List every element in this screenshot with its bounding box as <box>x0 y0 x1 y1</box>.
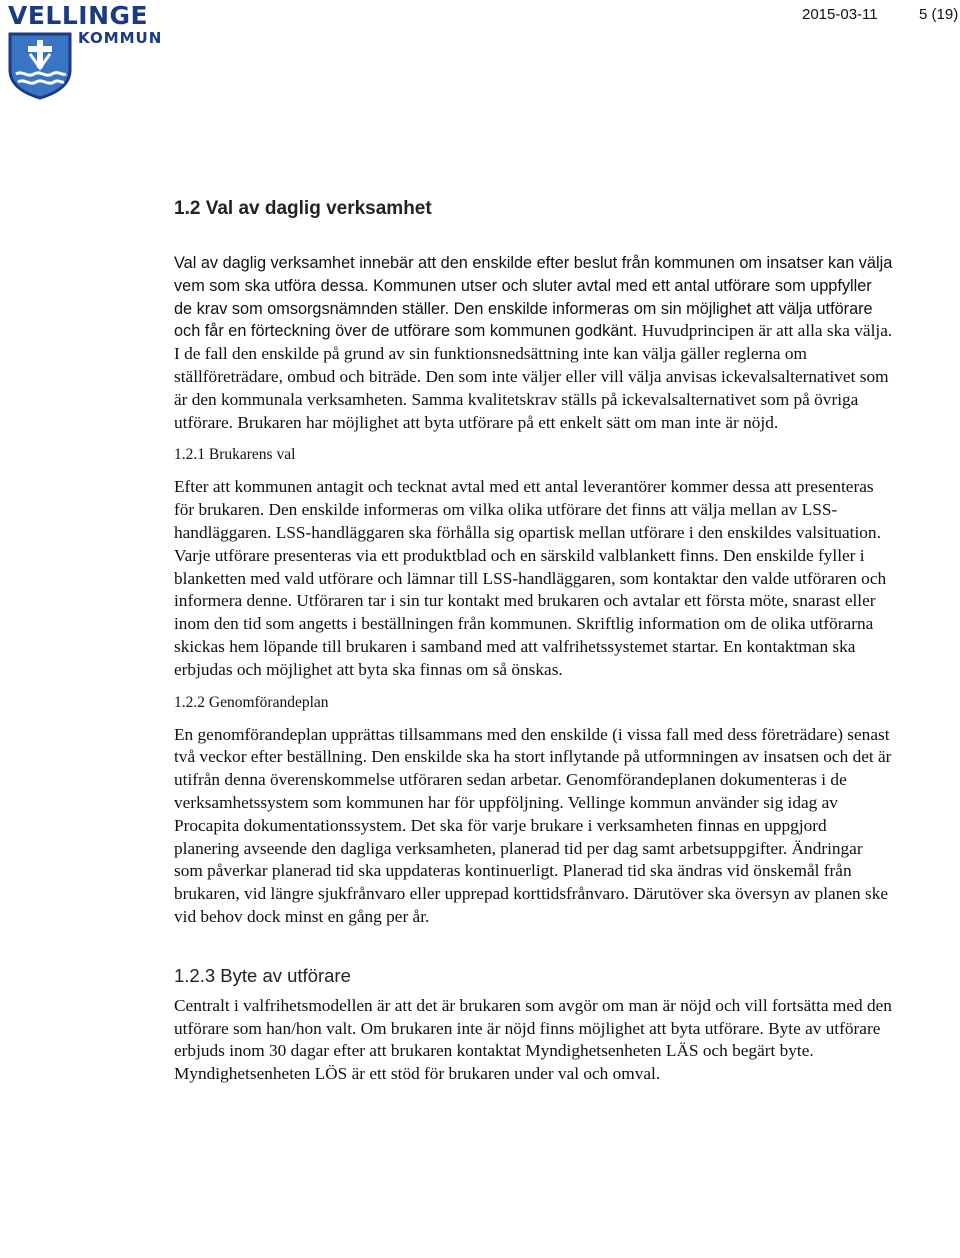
coat-of-arms-icon <box>8 32 72 100</box>
header-date: 2015-03-11 <box>802 6 878 23</box>
paragraph-byte-av-utforare: Centralt i valfrihetsmodellen är att det är brukaren som avgör om man är nöjd och vill fortsätta med den utförare som han/hon valt. Om brukaren inte är nöjd finns möjlighet att byta utförare. Byte av utförare erbjuds inom 30 dagar efter att brukaren kontaktat Myndighetsenheten LÄS och begärt byte. Myndighetsenheten LÖS är ett stöd för brukaren under val och omval. <box>174 995 892 1084</box>
logo-subtitle: KOMMUN <box>78 29 163 47</box>
subsection-title-byte-av-utforare: 1.2.3 Byte av utförare <box>174 964 351 986</box>
paragraph-genomforandeplan: En genomförandeplan upprättas tillsammans med den enskilde (i vissa fall med dess företrädare) senast två veckor efter beställning. Den enskilde ska ha stort inflytande på utformningen av insatsen och det är utifrån denna överenskommelse utföraren sedan arbetar. Genomförandeplanen dokumenteras i de verksamhetssystem som kommunen har för uppföljning. Vellinge kommun använder sig idag av Procapita dokumentationssystem. Det ska för varje brukare i verksamheten finnas en uppgjord planering avseende den dagliga verksamheten, planerad tid per dag samt arbetsuppgifter. Ändringar som påverkar planerad tid ska uppdateras kontinuerligt. Planerad tid ska ändras vid önskemål från brukaren, vid längre sjukfrånvaro eller upprepad korttidsfrånvaro. Därutöver ska översyn av planen ske vid behov dock minst en gång per år. <box>174 724 892 926</box>
paragraph-brukarens-val: Efter att kommunen antagit och tecknat avtal med ett antal leverantörer kommer dessa att presenteras för brukaren. Den enskilde informeras om vilka olika utförare det finns att välja mellan av LSS-handläggaren. LSS-handläggaren ska förhålla sig opartisk mellan utförare i den enskildes valsituation. Varje utförare presenteras via ett produktblad och en särskild valblankett finns. Den enskilde fyller i blanketten med vald utförare och lämnar till LSS-handläggaren, som kontaktar den valde utföraren och informera denne. Utföraren tar i sin tur kontakt med brukaren och avtalar ett första möte, snarast eller inom den tid som angetts i beställningen från kommunen. Skriftlig information om de olika utförarna skickas hem löpande till brukaren i samband med att valfrihetssystemet startar. En kontaktman ska erbjudas och möjlighet att byta ska finnas om så önskas. <box>174 477 887 679</box>
vellinge-kommun-logo <box>8 1 168 100</box>
subsection-title-genomforandeplan: 1.2.2 Genomförandeplan <box>174 693 329 711</box>
logo-name: VELLINGE <box>8 1 149 30</box>
intro-paragraph-part1: Val av daglig verksamhet innebär att den enskilde efter beslut från kommunen om insatser kan välja vem som ska utföra dessa. Kommunen utser och sluter avtal med ett antal utförare som uppfyller de krav som omsorgsnämnden ställer. Den enskilde informeras om sin möjlighet att välja utförare och får en förteckning över de utförare som kommunen godkänt. <box>174 254 893 341</box>
intro-paragraph <box>174 252 894 434</box>
intro-paragraph-part2: Huvudprincipen är att alla ska välja. I de fall den enskilde på grund av sin funktionsnedsättning inte kan välja gäller reglerna om ställföreträdare, ombud och biträde. Den som inte väljer eller vill välja anvisas ickevalsalternativet som är den kommunala verksamheten. Samma kvalitetskrav ställs på ickevalsalternativet som på övriga utförare. Brukaren har möjlighet att byta utförare på ett enkelt sätt om man inte är nöjd. <box>174 321 893 432</box>
document-body <box>174 196 894 1086</box>
subsection-title-brukarens-val: 1.2.1 Brukarens val <box>174 446 296 464</box>
section-title: 1.2 Val av daglig verksamhet <box>174 198 432 219</box>
page-number: 5 (19) <box>919 6 959 23</box>
